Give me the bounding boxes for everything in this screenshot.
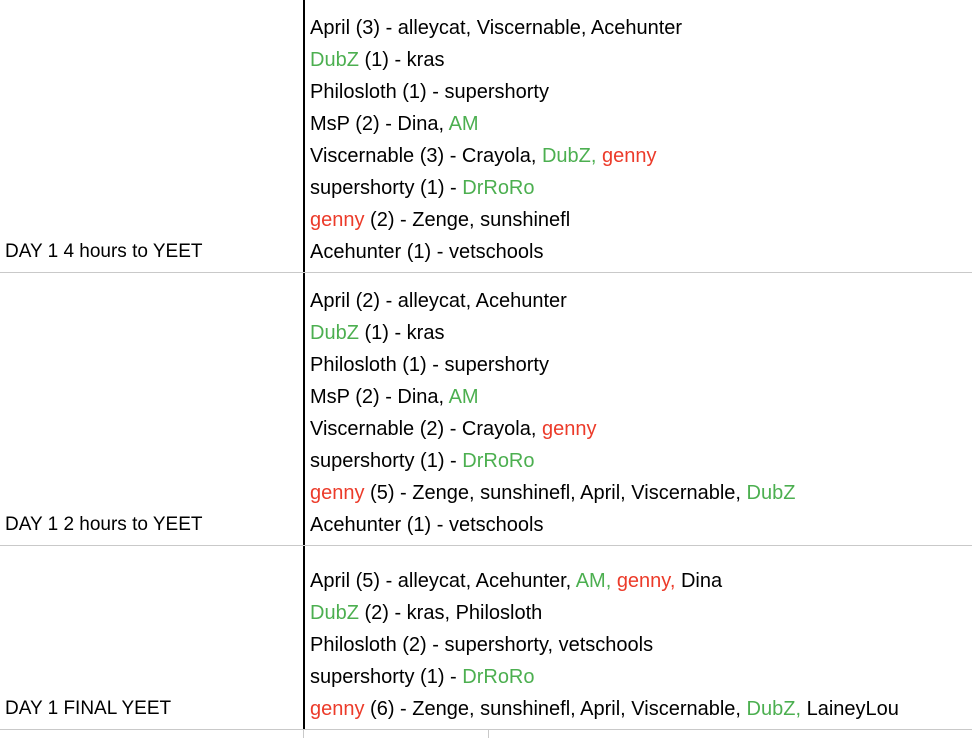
text-segment: Philosloth (1) - supershorty xyxy=(310,81,549,103)
text-segment: (2) - kras, Philosloth xyxy=(358,602,543,624)
entry-line xyxy=(310,140,970,172)
next-row-sliver xyxy=(0,730,972,738)
text-segment: MsP (2) - Dina, xyxy=(310,113,449,135)
text-segment: supershorty (1) - xyxy=(310,450,463,472)
text-segment: Acehunter (1) - vetschools xyxy=(310,241,544,263)
text-segment: Acehunter (1) - vetschools xyxy=(310,514,544,536)
row-content-cell[interactable] xyxy=(303,546,972,729)
text-segment: Viscernable (2) - Crayola, xyxy=(310,418,542,440)
text-segment: DubZ xyxy=(746,482,796,504)
text-segment: genny, xyxy=(616,570,676,592)
text-segment: DrRoRo xyxy=(462,666,535,688)
text-segment: genny xyxy=(310,698,365,720)
text-segment: MsP (2) - Dina, xyxy=(310,386,449,408)
entry-line xyxy=(310,76,970,108)
row-label: DAY 1 4 hours to YEET xyxy=(5,241,203,262)
text-segment: supershorty (1) - xyxy=(310,666,463,688)
text-segment: genny xyxy=(601,145,657,167)
entry-line xyxy=(310,172,970,204)
entry-line xyxy=(310,236,970,268)
text-segment: Viscernable (3) - Crayola, xyxy=(310,145,542,167)
text-segment: Philosloth (1) - supershorty xyxy=(310,354,549,376)
text-segment: DrRoRo xyxy=(462,450,535,472)
text-segment: (6) - Zenge, sunshinefl, April, Viscernable, xyxy=(364,698,747,720)
entry-line xyxy=(310,661,970,693)
entry-line xyxy=(310,12,970,44)
entry-line xyxy=(310,629,970,661)
entry-line xyxy=(310,565,970,597)
entry-line xyxy=(310,413,970,445)
text-segment: LaineyLou xyxy=(801,698,899,720)
row-label: DAY 1 FINAL YEET xyxy=(5,698,172,719)
text-segment: DrRoRo xyxy=(462,177,535,199)
text-segment: genny xyxy=(310,482,365,504)
text-segment: genny xyxy=(541,418,597,440)
text-segment: AM, xyxy=(575,570,612,592)
entry-line xyxy=(310,597,970,629)
entry-line xyxy=(310,509,970,541)
entry-line xyxy=(310,381,970,413)
entry-line xyxy=(310,44,970,76)
text-segment: Philosloth (2) - supershorty, vetschools xyxy=(310,634,654,656)
text-segment: (1) - kras xyxy=(358,322,445,344)
text-segment: (2) - Zenge, sunshinefl xyxy=(364,209,571,231)
cell-border-tick xyxy=(488,730,489,738)
text-segment: (5) - Zenge, sunshinefl, April, Viscernable, xyxy=(364,482,747,504)
entry-line xyxy=(310,317,970,349)
entry-line xyxy=(310,349,970,381)
text-segment: supershorty (1) - xyxy=(310,177,463,199)
entry-line xyxy=(310,445,970,477)
cell-border-tick xyxy=(303,730,304,738)
text-segment: DubZ xyxy=(310,602,359,624)
row-label-cell[interactable] xyxy=(0,273,303,545)
text-segment: AM xyxy=(448,113,479,135)
text-segment: April (5) - alleycat, Acehunter, xyxy=(310,570,576,592)
text-segment: genny xyxy=(310,209,365,231)
text-segment: April (2) - alleycat, Acehunter xyxy=(310,290,567,312)
entry-line xyxy=(310,693,970,725)
entry-line xyxy=(310,285,970,317)
table-row xyxy=(0,0,972,273)
row-label-cell[interactable] xyxy=(0,0,303,272)
table-row xyxy=(0,273,972,546)
text-segment: April (3) - alleycat, Viscernable, Acehunter xyxy=(310,17,683,39)
row-content-cell[interactable] xyxy=(303,273,972,545)
row-label-cell[interactable] xyxy=(0,546,303,729)
text-segment: Dina xyxy=(675,570,723,592)
table-row xyxy=(0,546,972,730)
row-content-cell[interactable] xyxy=(303,0,972,272)
text-segment: (1) - kras xyxy=(358,49,445,71)
text-segment: AM xyxy=(448,386,479,408)
text-segment: DubZ, xyxy=(746,698,802,720)
text-segment: DubZ xyxy=(310,49,359,71)
entry-line xyxy=(310,204,970,236)
text-segment: DubZ xyxy=(310,322,359,344)
entry-line xyxy=(310,477,970,509)
row-label: DAY 1 2 hours to YEET xyxy=(5,514,203,535)
entry-line xyxy=(310,108,970,140)
text-segment: DubZ, xyxy=(541,145,597,167)
